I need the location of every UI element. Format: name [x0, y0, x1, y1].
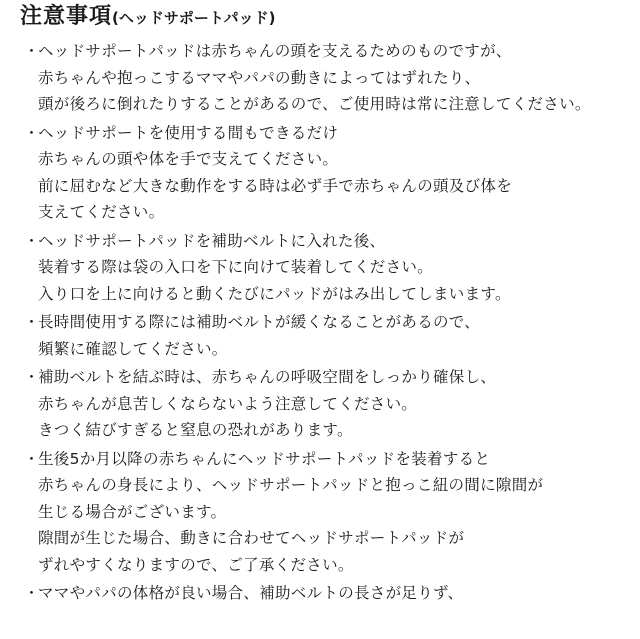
caution-text-line: 入り口を上に向けると動くたびにパッドがはみ出してしまいます。: [38, 284, 511, 303]
caution-item-text: [38, 580, 634, 607]
caution-text-line: 補助ベルトを結ぶ時は、赤ちゃんの呼吸空間をしっかり確保し、: [38, 368, 497, 386]
caution-text-line: きつく結びすぎると窒息の恐れがあります。: [38, 421, 353, 439]
caution-text-line: 赤ちゃんの頭や体を手で支えてください。: [38, 150, 339, 168]
caution-text-line: 生後5か月以降の赤ちゃんにヘッドサポートパッドを装着すると: [38, 449, 491, 468]
title-sub: (ヘッドサポートパッド): [112, 9, 276, 27]
bullet-mark: ・: [24, 368, 40, 386]
caution-text-line: 支えてください。: [38, 203, 165, 221]
caution-text-line: 赤ちゃんや抱っこするママやパパの動きによってはずれたり、: [38, 68, 481, 87]
caution-item: [24, 364, 634, 444]
caution-text-line: 前に屈むなど大きな動作をする時は必ず手で赤ちゃんの頭及び体を: [38, 176, 513, 195]
caution-text-line: ママやパパの体格が良い場合、補助ベルトの長さが足りず、: [38, 584, 464, 602]
page-title: [20, 2, 275, 33]
caution-text-line: ずれやすくなりますので、ご了承ください。: [38, 555, 354, 574]
caution-text-line: ヘッドサポートパッドを補助ベルトに入れた後、: [38, 231, 386, 250]
caution-item: [24, 228, 634, 308]
bullet-mark: ・: [24, 584, 40, 602]
bullet-mark: ・: [24, 123, 40, 142]
caution-text-line: ヘッドサポートパッドは赤ちゃんの頭を支えるためのものですが、: [38, 42, 512, 60]
caution-text-line: 装着する際は袋の入口を下に向けて装着してください。: [38, 258, 434, 276]
bullet-mark: ・: [24, 42, 40, 60]
caution-text-line: 長時間使用する際には補助ベルトが緩くなることがあるので、: [38, 313, 481, 331]
caution-text-line: 頭が後ろに倒れたりすることがあるので、ご使用時は常に注意してください。: [38, 95, 591, 113]
caution-text-line: 赤ちゃんが息苦しくならないよう注意してください。: [38, 394, 418, 413]
caution-text-line: 隙間が生じた場合、動きに合わせてヘッドサポートパッドが: [38, 529, 465, 547]
caution-item-text: [38, 120, 634, 226]
caution-text-line: 生じる場合がございます。: [38, 502, 227, 521]
bullet-mark: ・: [24, 231, 40, 250]
caution-item-text: [38, 446, 634, 579]
caution-item: [24, 309, 634, 362]
caution-item-text: [38, 309, 634, 362]
caution-item-text: [38, 38, 634, 118]
bullet-mark: ・: [24, 313, 40, 331]
caution-item-text: [38, 364, 634, 444]
caution-item: [24, 446, 634, 579]
caution-text-line: 頻繁に確認してください。: [38, 339, 228, 358]
caution-item: [24, 38, 634, 118]
caution-list: [24, 38, 634, 609]
caution-item: [24, 580, 634, 607]
bullet-mark: ・: [24, 449, 40, 468]
caution-text-line: ヘッドサポートを使用する間もできるだけ: [38, 123, 339, 142]
title-main: 注意事項: [20, 4, 113, 29]
caution-text-line: 赤ちゃんの身長により、ヘッドサポートパッドと抱っこ紐の間に隙間が: [38, 476, 544, 494]
caution-item-text: [38, 228, 634, 308]
caution-item: [24, 120, 634, 226]
